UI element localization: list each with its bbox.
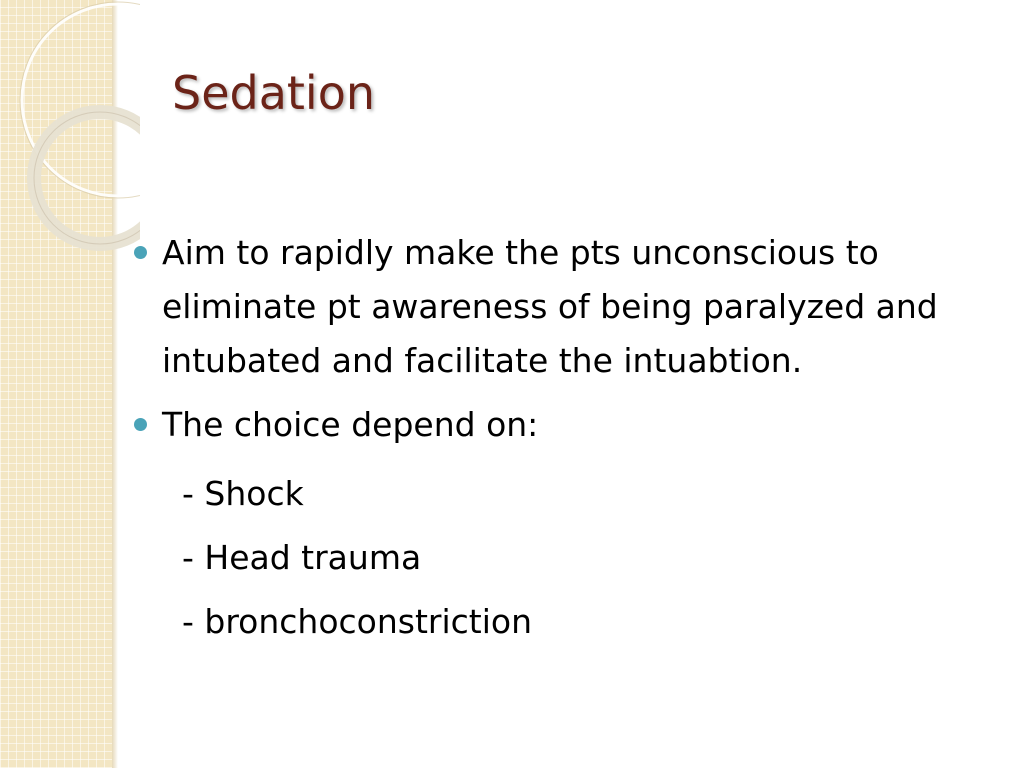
- sub-item-head-trauma: - Head trauma: [182, 538, 422, 577]
- bullet-text: Aim to rapidly make the pts unconscious to eliminate pt awareness of being paralyzed and intubated and facilitate the intuabtion.: [162, 233, 938, 380]
- decorative-rings-icon: [0, 0, 140, 260]
- sub-item-shock: - Shock: [182, 474, 304, 513]
- slide-title: Sedation: [172, 66, 376, 120]
- bullet-item: [132, 398, 992, 452]
- bullet-item: [132, 226, 992, 388]
- bullet-text: The choice depend on:: [162, 405, 539, 444]
- sub-item-bronchoconstriction: - bronchoconstriction: [182, 602, 533, 641]
- bullet-dot-icon: [134, 418, 147, 431]
- slide-body: [132, 226, 992, 654]
- bullet-dot-icon: [134, 246, 147, 259]
